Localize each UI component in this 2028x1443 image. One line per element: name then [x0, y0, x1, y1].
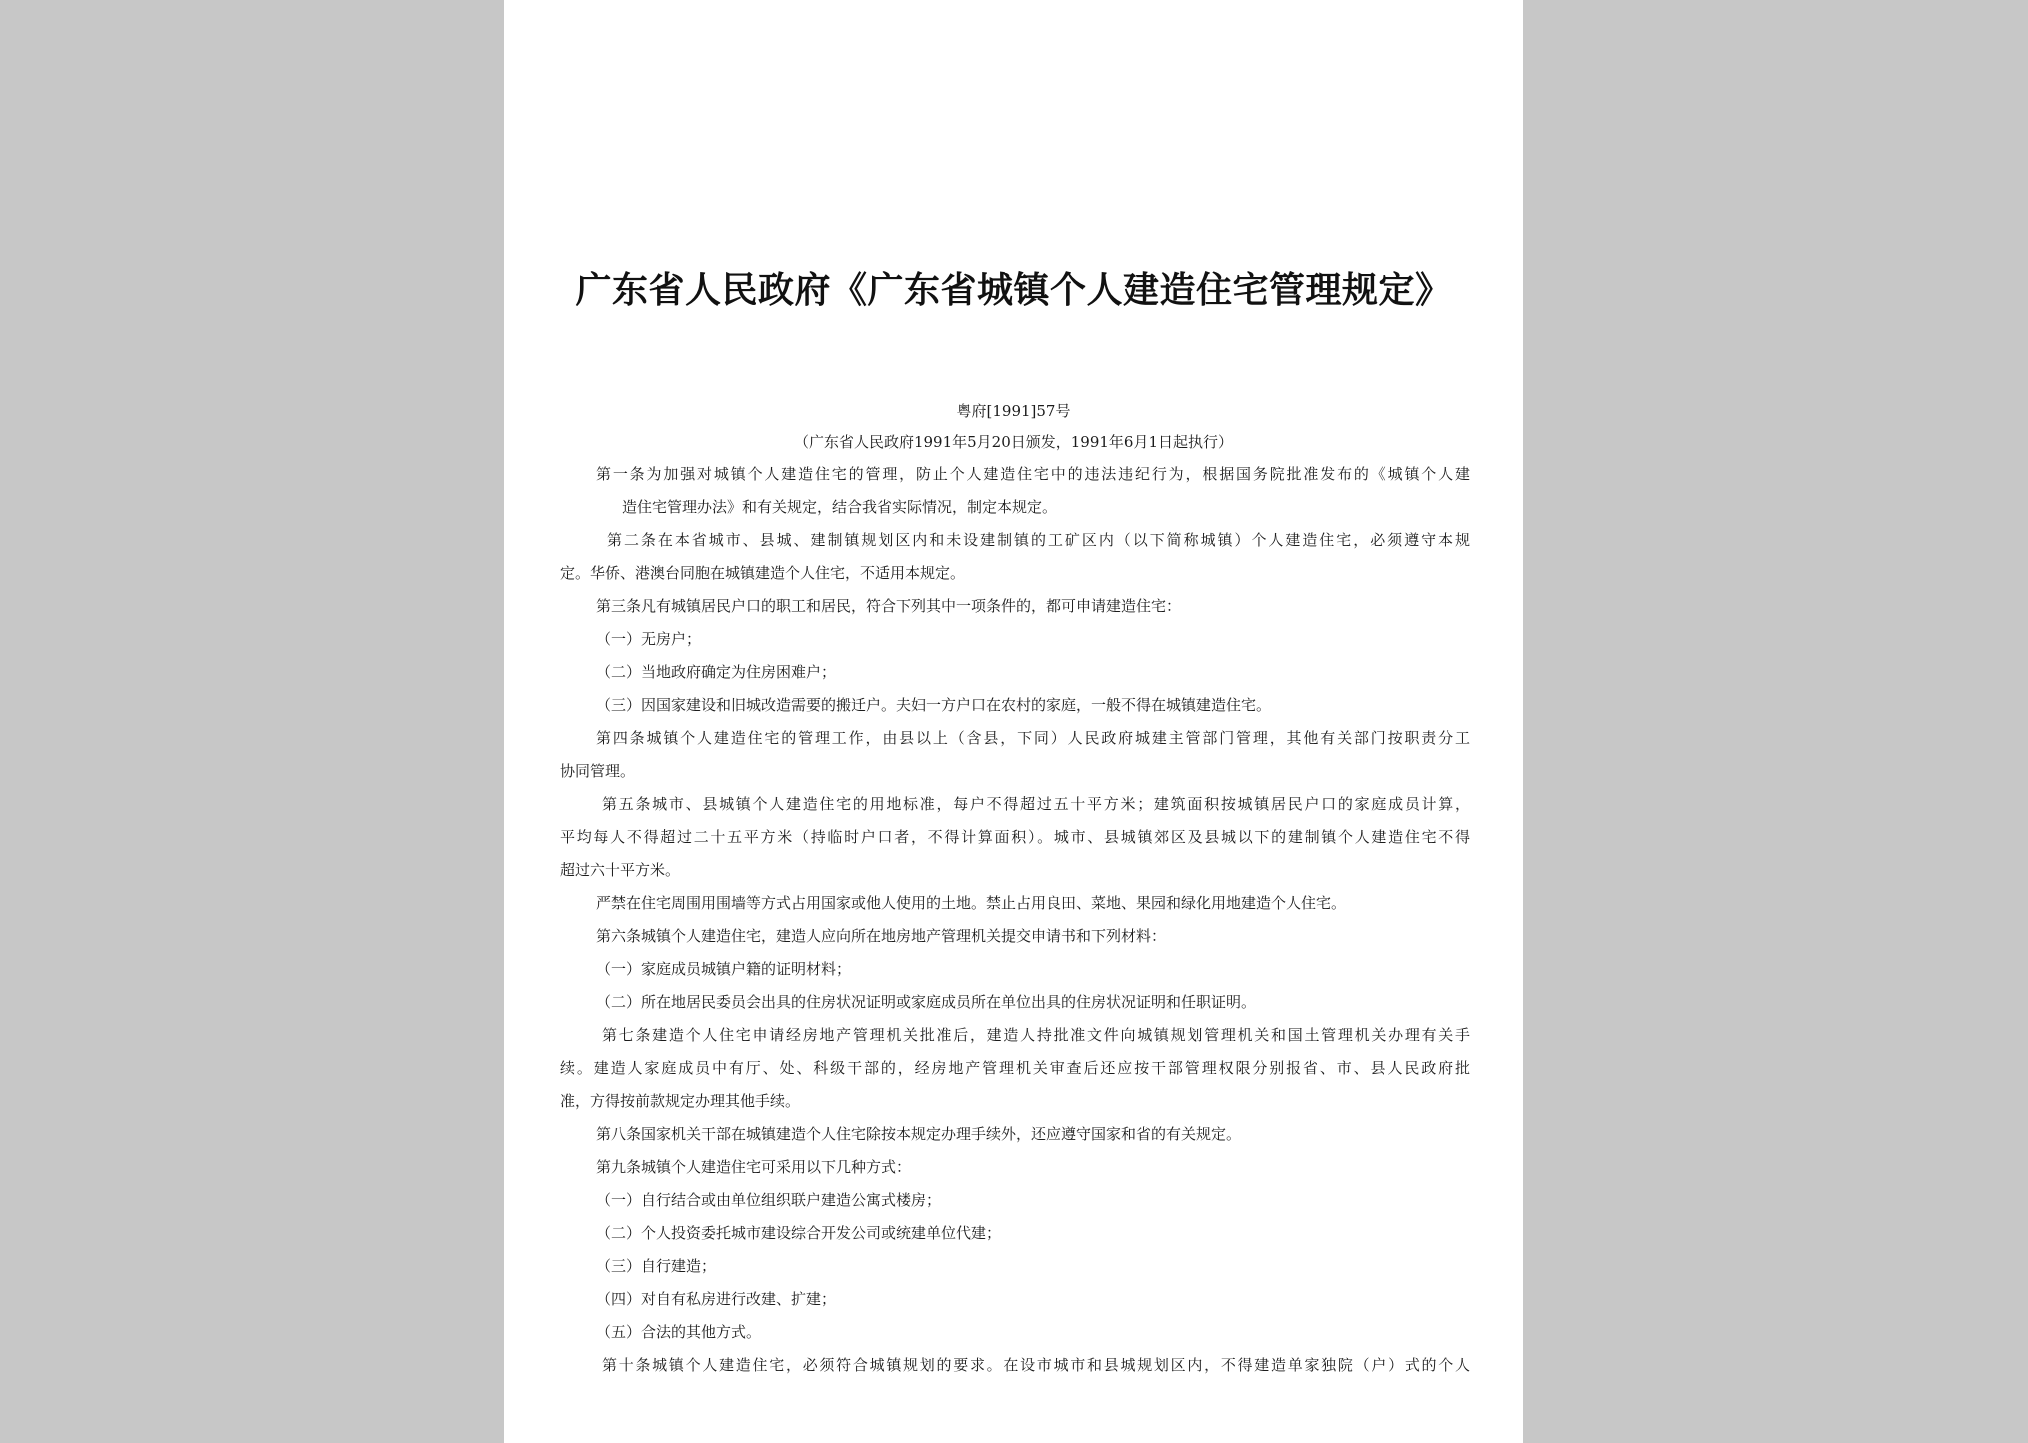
paragraph-line: 第八条国家机关干部在城镇建造个人住宅除按本规定办理手续外，还应遵守国家和省的有关规定。: [596, 1125, 1242, 1143]
paragraph-line: （一）自行结合或由单位组织联户建造公寓式楼房；: [596, 1191, 942, 1209]
paragraph-line: （二）当地政府确定为住房困难户；: [596, 663, 837, 681]
paragraph-line: 严禁在住宅周围用围墙等方式占用国家或他人使用的土地。禁止占用良田、菜地、果园和绿化用地建造个人住宅。: [596, 894, 1347, 912]
document-title: 广东省人民政府《广东省城镇个人建造住宅管理规定》: [575, 269, 1452, 311]
paragraph-line: （一）家庭成员城镇户籍的证明材料；: [596, 960, 852, 978]
paragraph-line: 准，方得按前款规定办理其他手续。: [560, 1092, 801, 1110]
paragraph-line: （四）对自有私房进行改建、扩建；: [596, 1290, 837, 1308]
paragraph-line: 第十条城镇个人建造住宅，必须符合城镇规划的要求。在设市城市和县城规划区内，不得建造单家独院（户）式的个人: [602, 1356, 1470, 1374]
paragraph-line: 第六条城镇个人建造住宅，建造人应向所在地房地产管理机关提交申请书和下列材料：: [596, 927, 1167, 945]
paragraph-line: 第四条城镇个人建造住宅的管理工作，由县以上（含县，下同）人民政府城建主管部门管理，其他有关部门按职责分工: [596, 729, 1470, 747]
issue-note: （广东省人民政府1991年5月20日颁发，1991年6月1日起执行）: [793, 433, 1234, 451]
paragraph-line: （二）所在地居民委员会出具的住房状况证明或家庭成员所在单位出具的住房状况证明和任职证明。: [596, 993, 1257, 1011]
paragraph-line: 第七条建造个人住宅申请经房地产管理机关批准后，建造人持批准文件向城镇规划管理机关和国土管理机关办理有关手: [602, 1026, 1470, 1044]
paragraph-line: （三）自行建造；: [596, 1257, 717, 1275]
paragraph-line: 第一条为加强对城镇个人建造住宅的管理，防止个人建造住宅中的违法违纪行为，根据国务院批准发布的《城镇个人建: [596, 465, 1470, 483]
paragraph-line: 协同管理。: [560, 762, 636, 780]
paragraph-line: 第九条城镇个人建造住宅可采用以下几种方式：: [596, 1158, 912, 1176]
paragraph-line: （三）因国家建设和旧城改造需要的搬迁户。夫妇一方户口在农村的家庭，一般不得在城镇建造住宅。: [596, 696, 1272, 714]
paragraph-line: 第三条凡有城镇居民户口的职工和居民，符合下列其中一项条件的，都可申请建造住宅：: [596, 597, 1182, 615]
paragraph-line: 平均每人不得超过二十五平方米（持临时户口者，不得计算面积）。城市、县城镇郊区及县城以下的建制镇个人建造住宅不得: [560, 828, 1470, 846]
paragraph-line: 定。华侨、港澳台同胞在城镇建造个人住宅，不适用本规定。: [560, 564, 966, 582]
paragraph-line: （二）个人投资委托城市建设综合开发公司或统建单位代建；: [596, 1224, 1002, 1242]
document-page: [504, 0, 1523, 1443]
paragraph-line: 续。建造人家庭成员中有厅、处、科级干部的，经房地产管理机关审查后还应按干部管理权限分别报省、市、县人民政府批: [560, 1059, 1470, 1077]
paragraph-line: 第五条城市、县城镇个人建造住宅的用地标准，每户不得超过五十平方米；建筑面积按城镇居民户口的家庭成员计算，: [602, 795, 1470, 813]
paragraph-line: 第二条在本省城市、县城、建制镇规划区内和未设建制镇的工矿区内（以下简称城镇）个人建造住宅，必须遵守本规: [607, 531, 1470, 549]
document-number: 粤府[1991]57号: [956, 402, 1071, 420]
paragraph-line: 超过六十平方米。: [560, 861, 681, 879]
paragraph-line: （五）合法的其他方式。: [596, 1323, 762, 1341]
paragraph-line: 造住宅管理办法》和有关规定，结合我省实际情况，制定本规定。: [622, 498, 1058, 516]
paragraph-line: （一）无房户；: [596, 630, 702, 648]
